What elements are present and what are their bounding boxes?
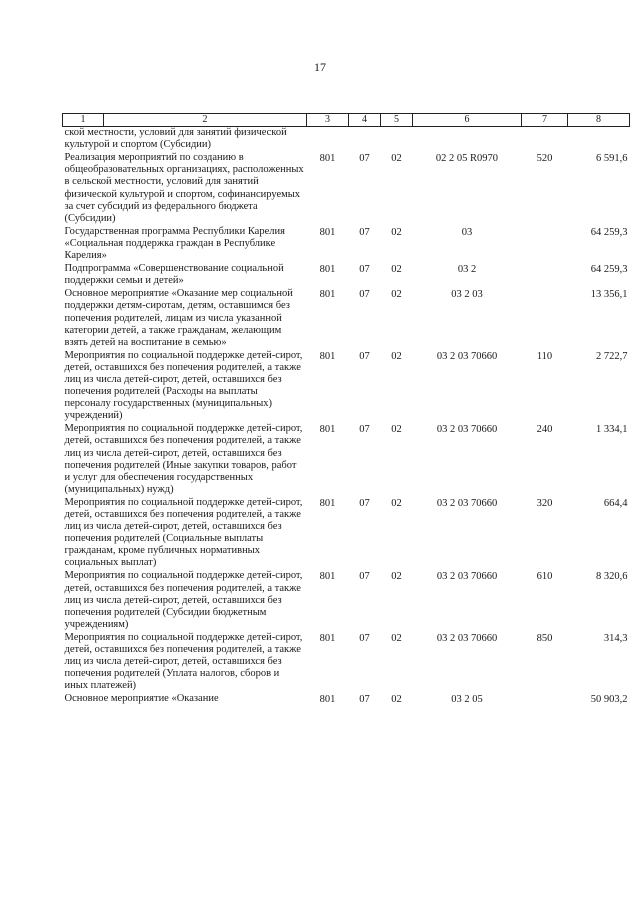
header-col-5: 5	[381, 114, 413, 127]
amount-cell: 13 356,1	[590, 289, 628, 301]
expense-type-cell	[522, 127, 568, 153]
section-cell: 07	[359, 497, 370, 509]
expense-type-cell: 520	[536, 153, 553, 165]
subsection-cell	[381, 127, 413, 153]
subsection-cell: 02	[391, 350, 402, 362]
expense-type-cell: 110	[536, 350, 553, 362]
section-cell: 07	[359, 226, 370, 238]
amount-cell: 6 591,6	[596, 153, 628, 165]
target-article-cell: 03 2 05	[451, 694, 483, 706]
section-cell: 07	[359, 632, 370, 644]
admin-code-cell: 801	[319, 350, 336, 362]
table-row	[63, 127, 630, 153]
target-article-cell: 03 2 03 70660	[436, 632, 498, 644]
admin-code-cell: 801	[319, 497, 336, 509]
subsection-cell: 02	[391, 497, 402, 509]
page-number: 17	[314, 60, 326, 74]
header-col-2: 2	[104, 114, 307, 127]
target-article-cell: 03 2 03 70660	[436, 350, 498, 362]
table-row	[63, 423, 630, 497]
subsection-cell: 02	[391, 226, 402, 238]
admin-code-cell: 801	[319, 632, 336, 644]
amount-cell: 1 334,1	[596, 424, 628, 436]
target-article-cell: 03	[461, 226, 473, 238]
item-name-cell: Мероприятия по социальной поддержке детей-сирот, детей, оставшихся без попечения родителей, а также лиц из числа детей-сирот, детей, оставшихся без попечения родителей (Субсидии бюджетным учреждениям)	[64, 570, 303, 630]
item-name-cell: Мероприятия по социальной поддержке детей-сирот, детей, оставшихся без попечения родителей, а также лиц из числа детей-сирот, детей, оставшихся без попечения родителей (Уплата налогов, сборов и иных платежей)	[64, 631, 303, 692]
table-row	[63, 693, 630, 706]
table-row	[63, 570, 630, 631]
budget-table	[62, 113, 630, 707]
section-cell: 07	[359, 289, 370, 301]
amount-cell: 664,4	[603, 497, 628, 509]
item-name-cell: Реализация мероприятий по созданию в общеобразовательных организациях, расположенных в сельской местности, условий для занятий физической культурой и спортом, софинансируемых за счет субсидий из федерального бюджета (Субсидии)	[64, 152, 304, 224]
admin-code-cell: 801	[319, 264, 336, 276]
target-article-cell: 03 2	[457, 264, 477, 276]
expense-type-cell	[522, 693, 568, 706]
amount-cell	[568, 127, 630, 153]
expense-type-cell: 610	[536, 571, 553, 583]
amount-cell: 50 903,2	[590, 694, 628, 706]
subsection-cell: 02	[391, 694, 402, 706]
target-article-cell: 03 2 03 70660	[436, 497, 498, 509]
table-row	[63, 226, 630, 263]
admin-code-cell: 801	[319, 571, 336, 583]
amount-cell: 8 320,6	[596, 571, 628, 583]
admin-code-cell: 801	[319, 694, 336, 706]
subsection-cell: 02	[391, 571, 402, 583]
header-col-6: 6	[413, 114, 522, 127]
section-cell: 07	[359, 694, 370, 706]
header-col-1: 1	[63, 114, 104, 127]
item-name-cell: Мероприятия по социальной поддержке детей-сирот, детей, оставшихся без попечения родителей, а также лиц из числа детей-сирот, детей, оставшихся без попечения родителей (Расходы на выплаты персоналу государственных (муниципальных) учреждений)	[64, 349, 303, 422]
admin-code-cell	[307, 127, 349, 153]
admin-code-cell: 801	[319, 424, 336, 436]
expense-type-cell	[522, 226, 568, 263]
item-name-cell: Подпрограмма «Совершенствование социальной поддержки семьи и детей»	[64, 263, 284, 287]
subsection-cell: 02	[391, 424, 402, 436]
admin-code-cell: 801	[319, 153, 336, 165]
section-cell: 07	[359, 571, 370, 583]
expense-type-cell	[522, 288, 568, 349]
subsection-cell: 02	[391, 264, 402, 276]
table-row	[63, 288, 630, 349]
target-article-cell: 03 2 03 70660	[436, 571, 498, 583]
target-article-cell: 03 2 03 70660	[436, 424, 498, 436]
subsection-cell: 02	[391, 632, 402, 644]
item-name-cell: Государственная программа Республики Карелия «Социальная поддержка граждан в Республике Карелия»	[64, 225, 285, 262]
admin-code-cell: 801	[319, 226, 336, 238]
amount-cell: 64 259,3	[590, 226, 628, 238]
header-col-8: 8	[568, 114, 630, 127]
amount-cell: 64 259,3	[590, 264, 628, 276]
section-cell: 07	[359, 424, 370, 436]
table-row	[63, 497, 630, 571]
section-cell: 07	[359, 350, 370, 362]
expense-type-cell	[522, 263, 568, 288]
item-name-cell: Мероприятия по социальной поддержке детей-сирот, детей, оставшихся без попечения родителей, а также лиц из числа детей-сирот, детей, оставшихся без попечения родителей (Социальные выплаты гражданам, кроме публичных нормативных социальных выплат)	[64, 496, 303, 569]
table-row	[63, 632, 630, 693]
expense-type-cell: 320	[536, 497, 553, 509]
header-row	[63, 114, 630, 127]
item-name-cell: Основное мероприятие «Оказание	[64, 693, 219, 705]
amount-cell: 2 722,7	[596, 350, 628, 362]
item-name-cell: ской местности, условий для занятий физической культурой и спортом (Субсидии)	[64, 127, 287, 151]
section-cell: 07	[359, 264, 370, 276]
target-article-cell: 03 2 03	[451, 289, 483, 301]
expense-type-cell: 240	[536, 424, 553, 436]
target-article-cell: 02 2 05 R0970	[435, 153, 499, 165]
item-name-cell: Мероприятия по социальной поддержке детей-сирот, детей, оставшихся без попечения родителей, а также лиц из числа детей-сирот, детей, оставшихся без попечения родителей (Иные закупки товаров, работ и услуг для обеспечения государственных (муниципальных) нужд)	[64, 423, 303, 495]
header-col-7: 7	[522, 114, 568, 127]
target-article-cell	[413, 127, 522, 153]
header-col-3: 3	[307, 114, 349, 127]
table-row	[63, 263, 630, 288]
table-row	[63, 152, 630, 226]
table-row	[63, 350, 630, 424]
subsection-cell: 02	[391, 289, 402, 301]
section-cell: 07	[359, 153, 370, 165]
subsection-cell: 02	[391, 153, 402, 165]
item-name-cell: Основное мероприятие «Оказание мер социальной поддержки детям-сиротам, детям, оставшимся без попечения родителей, лицам из числа указанной категории детей, а также гражданам, желающим взять детей на воспитание в семью»	[64, 288, 293, 348]
section-cell	[349, 127, 381, 153]
header-col-4: 4	[349, 114, 381, 127]
expense-type-cell: 850	[536, 632, 553, 644]
admin-code-cell: 801	[319, 289, 336, 301]
amount-cell: 314,3	[603, 632, 628, 644]
